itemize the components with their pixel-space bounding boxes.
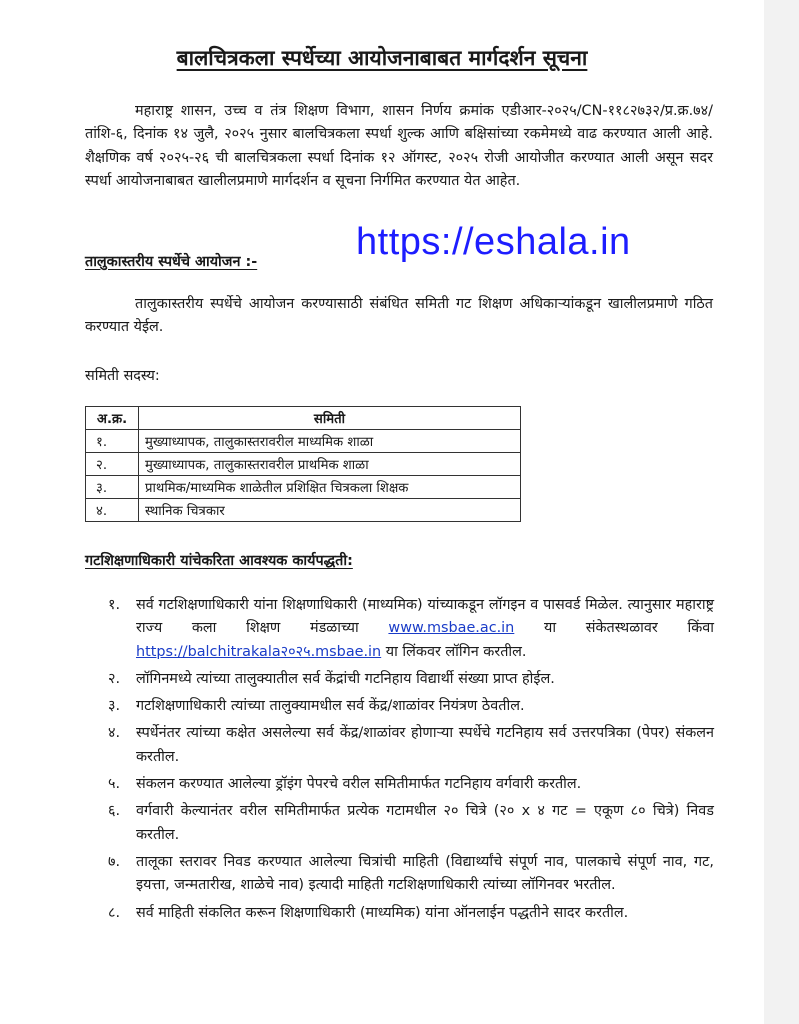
list-item-number: ५. xyxy=(108,776,121,793)
table-header-row xyxy=(86,407,521,430)
table-cell-member: मुख्याध्यापक, तालुकास्तरावरील माध्यमिक शाळा xyxy=(139,430,521,453)
table-header-committee: समिती xyxy=(139,407,521,430)
list-item-number: ८. xyxy=(108,904,121,921)
balchitrakala-link[interactable]: https://balchitrakala२०२५.msbae.in xyxy=(136,643,382,660)
table-row xyxy=(86,453,521,476)
committee-table xyxy=(85,406,521,522)
step-text: वर्गवारी केल्यानंतर वरील समितीमार्फत प्रत्येक गटामधील २० चित्रे (२० x ४ गट = एकूण ८० चित्रे) निवड करतील. xyxy=(136,803,714,843)
step-text: या लिंकवर लॉगिन करतील. xyxy=(381,643,527,660)
committee-members-label: समिती सदस्य: xyxy=(85,368,160,384)
list-item xyxy=(108,695,714,718)
list-item-number: ६. xyxy=(108,803,121,820)
document-title: बालचित्रकला स्पर्धेच्या आयोजनाबाबत मार्गदर्शन सूचना xyxy=(176,46,588,70)
list-item xyxy=(108,902,714,925)
table-cell-serial: ३. xyxy=(86,476,139,499)
step-text: स्पर्धेनंतर त्यांच्या कक्षेत असलेल्या सर्व केंद्र/शाळांवर होणाऱ्या स्पर्धेचे गटनिहाय सर्व उत्तरपत्रिका (पेपर) संकलन करतील. xyxy=(136,725,714,765)
watermark-url: https://eshala.in xyxy=(356,221,631,263)
list-item xyxy=(108,773,714,796)
list-item-number: ७. xyxy=(108,853,121,870)
list-item-number: २. xyxy=(108,670,121,687)
table-cell-serial: २. xyxy=(86,453,139,476)
list-item xyxy=(108,668,714,691)
step-text: लॉगिनमध्ये त्यांच्या तालुक्यातील सर्व केंद्रांची गटनिहाय विद्यार्थी संख्या प्राप्त होईल. xyxy=(136,670,555,687)
step-text: गटशिक्षणाधिकारी त्यांच्या तालुक्यामधील सर्व केंद्र/शाळांवर नियंत्रण ठेवतील. xyxy=(136,698,525,715)
table-cell-member: प्राथमिक/माध्यमिक शाळेतील प्रशिक्षित चित्रकला शिक्षक xyxy=(139,476,521,499)
list-item-number: ३. xyxy=(108,698,121,715)
list-item-number: ४. xyxy=(108,725,121,742)
section-heading-procedure: गटशिक्षणाधिकारी यांचेकरिता आवश्यक कार्यपद्धती: xyxy=(85,553,353,569)
list-item-number: १. xyxy=(108,597,121,613)
procedure-list xyxy=(108,594,714,929)
table-row xyxy=(86,499,521,522)
list-item xyxy=(108,851,714,898)
msbae-link[interactable]: www.msbae.ac.in xyxy=(388,620,515,637)
table-cell-serial: ४. xyxy=(86,499,139,522)
list-item xyxy=(108,800,714,847)
step-text: या संकेतस्थळावर किंवा xyxy=(514,620,714,637)
section-heading-taluka: तालुकास्तरीय स्पर्धेचे आयोजन :- xyxy=(85,254,258,270)
step-text: सर्व गटशिक्षणाधिकारी यांना शिक्षणाधिकारी (माध्यमिक) यांच्याकडून लॉगइन व पासवर्ड मिळेल. त्यानुसार महाराष्ट्र राज्य कला शिक्षण मंडळाच्या xyxy=(136,597,714,637)
intro-paragraph xyxy=(85,100,713,193)
list-item xyxy=(108,722,714,769)
table-row xyxy=(86,476,521,499)
taluka-paragraph xyxy=(85,293,713,340)
list-item xyxy=(108,594,714,664)
table-cell-serial: १. xyxy=(86,430,139,453)
table-cell-member: स्थानिक चित्रकार xyxy=(139,499,521,522)
step-text: संकलन करण्यात आलेल्या ड्रॉइंग पेपरचे वरील समितीमार्फत गटनिहाय वर्गवारी करतील. xyxy=(136,776,582,793)
step-text: सर्व माहिती संकलित करून शिक्षणाधिकारी (माध्यमिक) यांना ऑनलाईन पद्धतीने सादर करतील. xyxy=(136,904,629,921)
intro-text: महाराष्ट्र शासन, उच्च व तंत्र शिक्षण विभाग, शासन निर्णय क्रमांक एडीआर-२०२५/CN-११८२७३२/प्र.क्र.७४/तांशि-६, दिनांक १४ जुलै, २०२५ नुसार बालचित्रकला स्पर्धा शुल्क आणि बक्षिसांच्या रकमेमध्ये वाढ करण्यात आली आहे. शैक्षणिक वर्ष २०२५-२६ ची बालचित्रकला स्पर्धा दिनांक १२ ऑगस्ट, २०२५ रोजी आयोजीत करण्यात आली असून सदर स्पर्धा आयोजनाबाबत खालीलप्रमाणे मार्गदर्शन व सूचना निर्गमित करण्यात येत आहेत. xyxy=(85,103,713,189)
table-row xyxy=(86,430,521,453)
step-text: तालूका स्तरावर निवड करण्यात आलेल्या चित्रांची माहिती (विद्यार्थ्यांचे संपूर्ण नाव, पालकाचे संपूर्ण नाव, गट, इयत्ता, जन्मतारीख, शाळेचे नाव) इत्यादी माहिती गटशिक्षणाधिकारी त्यांच्या लॉगिनवर भरतील. xyxy=(136,853,714,894)
table-cell-member: मुख्याध्यापक, तालुकास्तरावरील प्राथमिक शाळा xyxy=(139,453,521,476)
table-header-serial: अ.क्र. xyxy=(86,407,139,430)
taluka-paragraph-text: तालुकास्तरीय स्पर्धेचे आयोजन करण्यासाठी संबंधित समिती गट शिक्षण अधिकाऱ्यांकडून खालीलप्रमाणे गठित करण्यात येईल. xyxy=(85,296,713,336)
viewer-side-margin xyxy=(764,0,799,1024)
